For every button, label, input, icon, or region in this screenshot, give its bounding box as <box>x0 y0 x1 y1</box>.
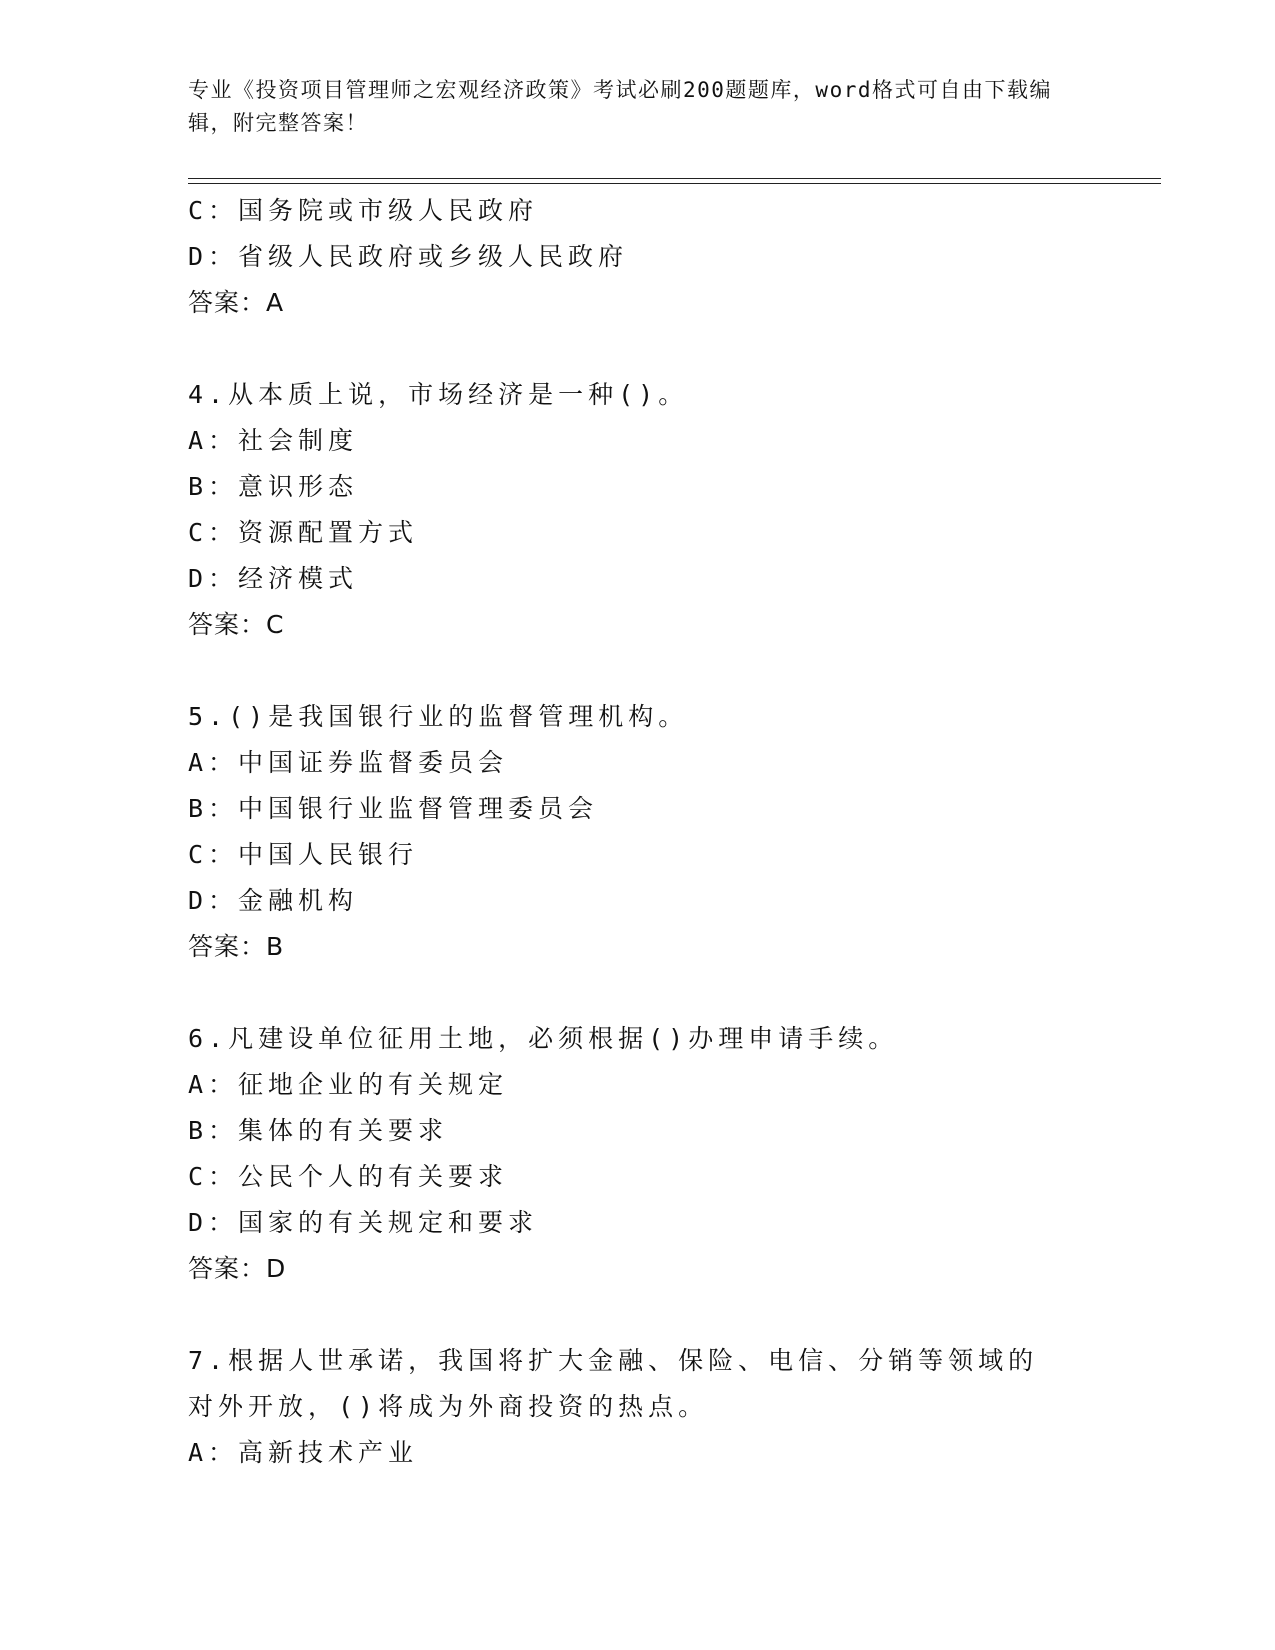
spacer <box>188 326 1088 372</box>
spacer <box>188 970 1088 1016</box>
question-list <box>188 188 1088 1476</box>
q4-option-b: B：意识形态 <box>188 472 359 501</box>
q7-stem: 7.根据人世承诺，我国将扩大金融、保险、电信、分销等领域的对外开放，()将成为外商投资的热点。 <box>188 1346 1039 1421</box>
q3-answer: 答案：A <box>188 288 285 317</box>
q6-option-c: C：公民个人的有关要求 <box>188 1162 509 1191</box>
document-header: 专业《投资项目管理师之宏观经济政策》考试必刷200题题库，word格式可自由下载编辑，附完整答案！ <box>188 78 1052 135</box>
q4-answer: 答案：C <box>188 610 285 639</box>
spacer <box>188 1292 1088 1338</box>
header-double-rule <box>188 178 1161 184</box>
q4-option-a: A：社会制度 <box>188 426 359 455</box>
spacer <box>188 648 1088 694</box>
q5-answer: 答案：B <box>188 932 285 961</box>
q4-option-d: D：经济模式 <box>188 564 359 593</box>
q5-option-a: A：中国证券监督委员会 <box>188 748 509 777</box>
q4-stem: 4.从本质上说，市场经济是一种()。 <box>188 380 689 409</box>
q7-option-a: A：高新技术产业 <box>188 1438 419 1467</box>
q6-answer: 答案：D <box>188 1254 287 1283</box>
q4-option-c: C：资源配置方式 <box>188 518 419 547</box>
q6-option-a: A：征地企业的有关规定 <box>188 1070 509 1099</box>
q3-option-d: D：省级人民政府或乡级人民政府 <box>188 242 629 271</box>
q5-option-c: C：中国人民银行 <box>188 840 419 869</box>
q5-option-b: B：中国银行业监督管理委员会 <box>188 794 599 823</box>
q5-stem: 5.()是我国银行业的监督管理机构。 <box>188 702 689 731</box>
q6-stem: 6.凡建设单位征用土地，必须根据()办理申请手续。 <box>188 1024 899 1053</box>
q6-option-b: B：集体的有关要求 <box>188 1116 449 1145</box>
q5-option-d: D：金融机构 <box>188 886 359 915</box>
q3-option-c: C：国务院或市级人民政府 <box>188 196 539 225</box>
q6-option-d: D：国家的有关规定和要求 <box>188 1208 539 1237</box>
